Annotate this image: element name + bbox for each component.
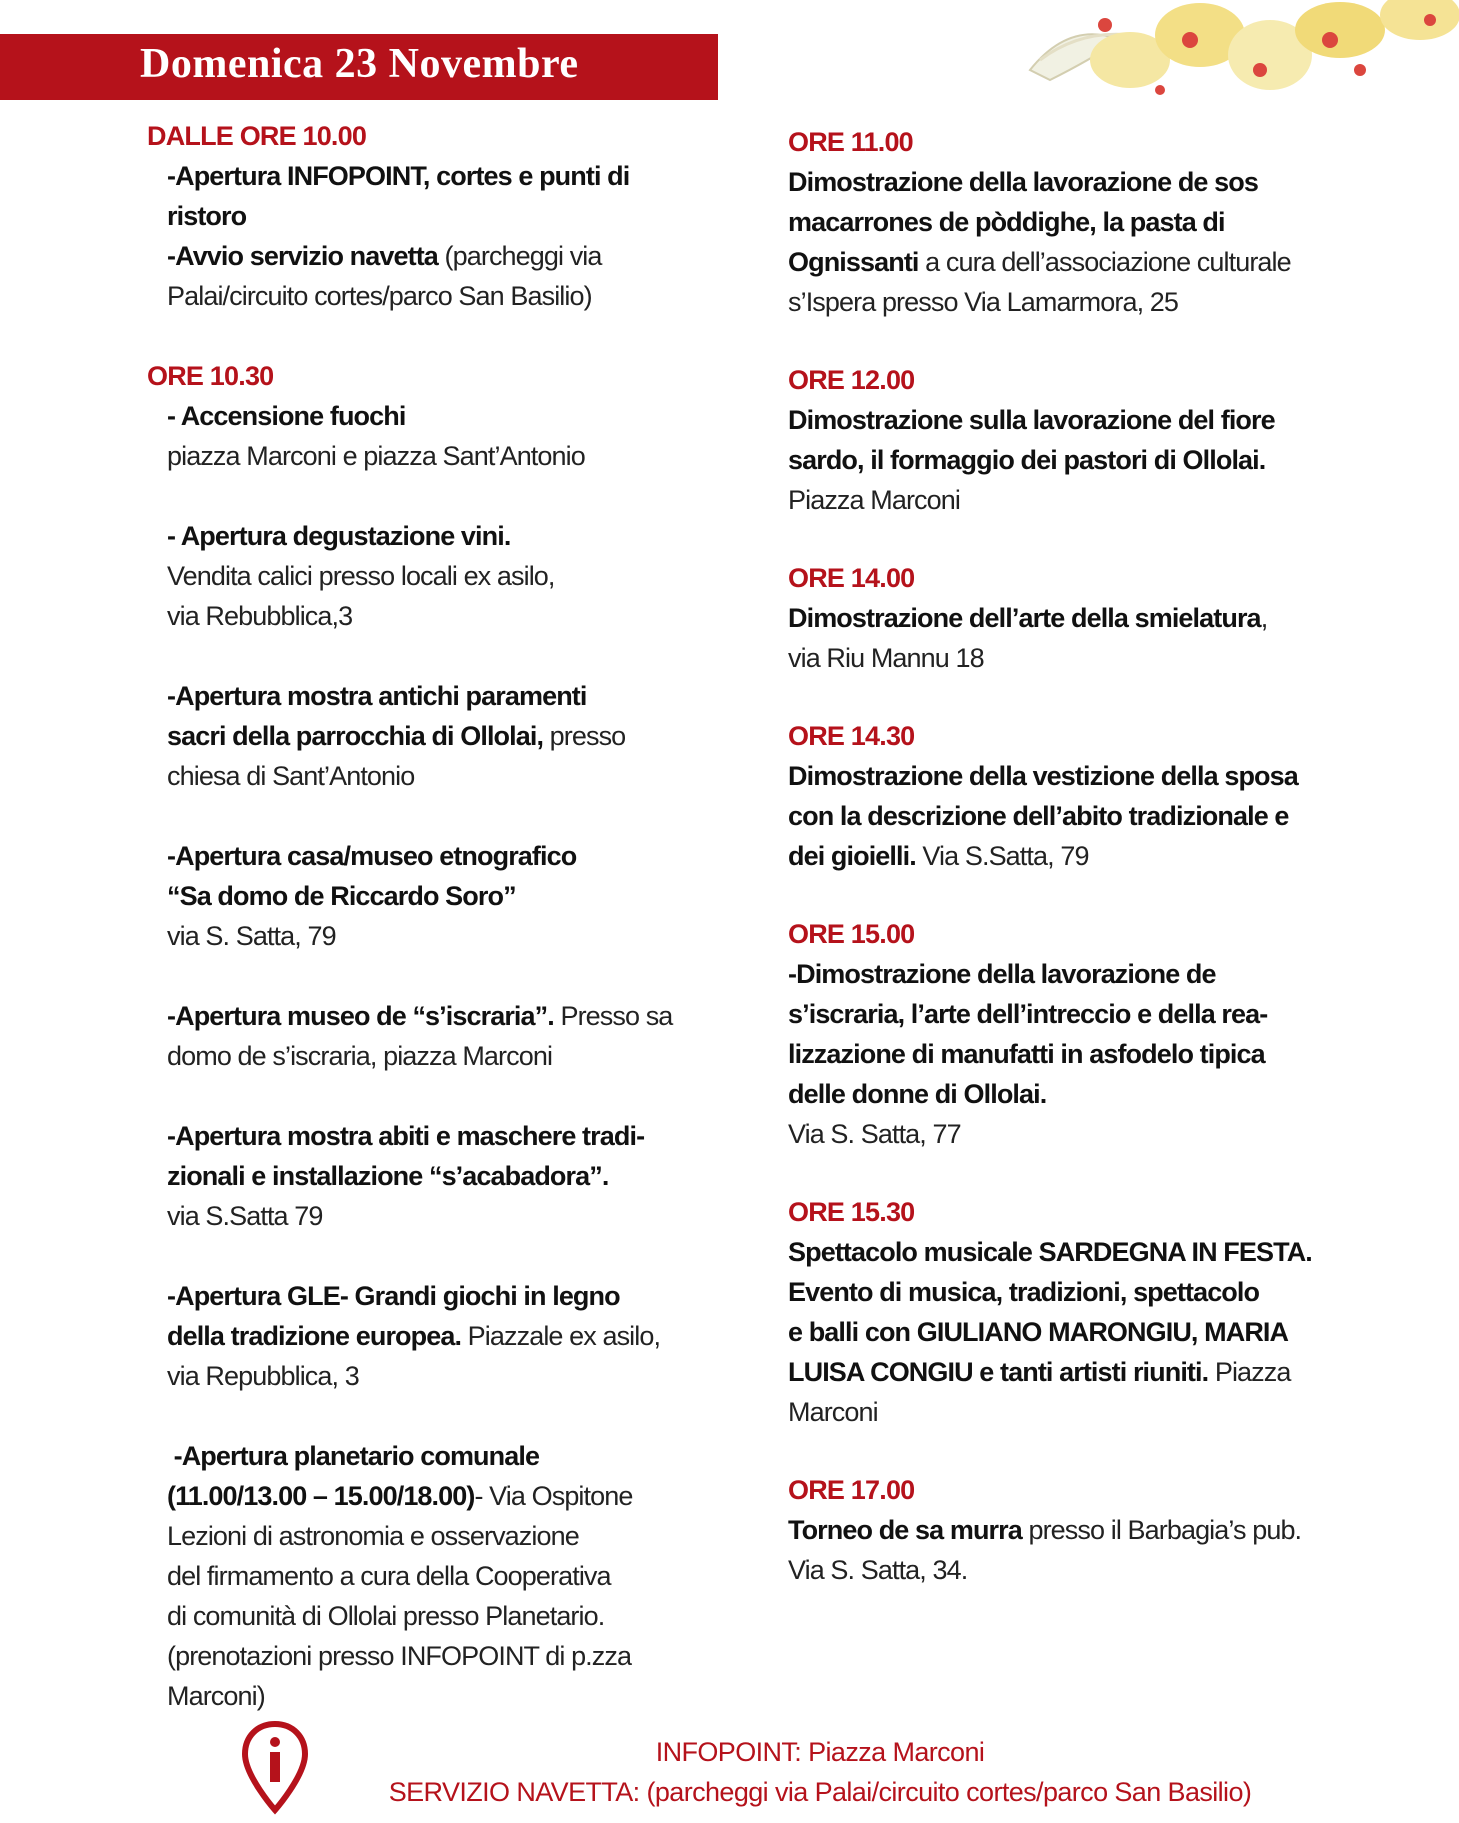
event-item [167,1116,707,1236]
text-segment: s’iscraria, l’arte dell’intreccio e della rea- [788,999,1268,1029]
text-line [167,596,707,636]
text-line [788,1114,1348,1154]
text-segment: Dimostrazione sulla lavorazione del fiore [788,405,1275,435]
text-segment: via S.Satta 79 [167,1201,323,1231]
text-segment: Palai/circuito cortes/parco San Basilio) [167,281,592,311]
event-item [167,156,707,236]
text-line [788,1312,1348,1352]
event-item [167,1276,707,1396]
text-segment: -Apertura GLE- Grandi giochi in legno [167,1281,620,1311]
text-segment: chiesa di Sant’Antonio [167,761,415,791]
text-line [167,1116,707,1156]
text-line [167,1476,707,1516]
text-segment: Presso sa [553,1001,673,1031]
schedule-event [147,356,707,1716]
text-line [788,480,1348,520]
text-line [788,836,1348,876]
text-line [167,756,707,796]
text-line [167,1196,707,1236]
event-item [167,996,707,1076]
text-segment: -Dimostrazione della lavorazione de [788,959,1216,989]
event-time: ORE 17.00 [788,1475,915,1505]
text-segment: lizzazione di manufatti in asfodelo tipica [788,1039,1265,1069]
text-line [167,156,707,196]
text-segment: -Avvio servizio navetta [167,241,438,271]
text-segment: via Rebubblica,3 [167,601,353,631]
text-segment: a cura dell’associazione culturale [918,247,1291,277]
text-segment: Via S.Satta, 79 [915,841,1089,871]
text-line [788,400,1348,440]
text-segment: sacri della parrocchia di Ollolai, [167,721,544,751]
text-line [167,396,707,436]
text-line [788,1034,1348,1074]
text-segment: (11.00/13.00 – 15.00/18.00) [167,1481,475,1511]
text-segment: Lezioni di astronomia e osservazione [167,1521,579,1551]
text-line [788,242,1348,282]
text-segment: Spettacolo musicale SARDEGNA IN FESTA. [788,1237,1312,1267]
text-segment: via Riu Mannu 18 [788,643,984,673]
text-segment: Dimostrazione della vestizione della sposa [788,761,1298,791]
left-column [147,116,707,1756]
text-line [167,236,707,276]
text-line [167,1636,707,1676]
text-segment: (prenotazioni presso INFOPOINT di p.zza [167,1641,632,1671]
text-segment: sardo, il formaggio dei pastori di Ollolai. [788,445,1266,475]
event-time: DALLE ORE 10.00 [147,121,367,151]
text-segment: - Via Ospitone [474,1481,633,1511]
text-segment: delle donne di Ollolai. [788,1079,1047,1109]
text-line [788,1392,1348,1432]
text-line [788,756,1348,796]
schedule-event [147,116,707,316]
schedule-event [788,360,1348,520]
text-line [167,676,707,716]
text-segment: presso il Barbagia’s pub. [1021,1515,1302,1545]
text-segment: Dimostrazione dell’arte della smielatura [788,603,1261,633]
pasta-illustration [1010,0,1459,130]
text-line [167,1276,707,1316]
event-time: ORE 10.30 [147,361,274,391]
text-line [167,1156,707,1196]
text-line [167,516,707,556]
text-segment: s’Ispera presso Via Lamarmora, 25 [788,287,1178,317]
text-segment: ristoro [167,201,247,231]
text-line [788,1074,1348,1114]
event-item [167,676,707,796]
text-line [788,638,1348,678]
event-item [167,516,707,636]
text-segment: Marconi) [167,1681,265,1711]
text-segment: (parcheggi via [437,241,602,271]
text-line [167,1356,707,1396]
text-segment: -Apertura casa/museo etnografico [167,841,577,871]
text-segment: del firmamento a cura della Cooperativa [167,1561,611,1591]
event-time: ORE 14.30 [788,721,915,751]
text-segment: via S. Satta, 79 [167,921,336,951]
text-segment: via Repubblica, 3 [167,1361,359,1391]
text-segment: , [1260,603,1268,633]
text-line [167,836,707,876]
text-segment: Piazza Marconi [788,485,960,515]
text-segment: -Apertura mostra antichi paramenti [167,681,587,711]
text-segment: -Apertura mostra abiti e maschere tradi- [167,1121,645,1151]
text-segment: zionali e installazione “s’acabadora”. [167,1161,609,1191]
text-line [167,1596,707,1636]
text-segment: Torneo de sa murra [788,1515,1022,1545]
text-line [788,202,1348,242]
schedule-event [788,716,1348,876]
text-line [167,876,707,916]
event-item [167,1436,707,1716]
text-segment: Marconi [788,1397,878,1427]
text-segment: della tradizione europea. [167,1321,462,1351]
schedule-event [788,558,1348,678]
schedule-event [788,1470,1348,1590]
text-line [788,1510,1348,1550]
text-line [167,436,707,476]
footer-info [300,1732,1340,1812]
text-segment: Ognissanti [788,247,919,277]
text-line [788,162,1348,202]
schedule-event [788,914,1348,1154]
text-segment: - Apertura degustazione vini. [167,521,511,551]
text-segment: - Accensione fuochi [167,401,406,431]
text-line [167,1036,707,1076]
event-item [167,396,707,476]
header-bar [0,34,718,100]
text-line [788,440,1348,480]
text-line [167,196,707,236]
right-column [788,122,1348,1628]
text-line [788,282,1348,322]
text-segment: Via S. Satta, 77 [788,1119,961,1149]
text-line [788,1232,1348,1272]
schedule-event [788,1192,1348,1432]
text-line [167,556,707,596]
text-line [788,1352,1348,1392]
text-segment: Piazzale ex asilo, [461,1321,661,1351]
event-item [167,836,707,956]
text-segment: Piazza [1208,1357,1291,1387]
event-time: ORE 15.00 [788,919,915,949]
text-segment: presso [543,721,626,751]
text-line [167,1316,707,1356]
text-segment: piazza Marconi e piazza Sant’Antonio [167,441,585,471]
text-line [167,1436,707,1476]
text-line [788,1550,1348,1590]
text-segment: e balli con GIULIANO MARONGIU, MARIA [788,1317,1289,1347]
text-line [167,1556,707,1596]
event-time: ORE 12.00 [788,365,915,395]
event-time: ORE 15.30 [788,1197,915,1227]
text-line [167,1676,707,1716]
text-segment: dei gioielli. [788,841,916,871]
text-segment: Evento di musica, tradizioni, spettacolo [788,1277,1260,1307]
text-segment: LUISA CONGIU e tanti artisti riuniti. [788,1357,1209,1387]
text-line [788,598,1348,638]
text-segment: Dimostrazione della lavorazione de sos [788,167,1258,197]
text-line [167,276,707,316]
footer-navetta: SERVIZIO NAVETTA: (parcheggi via Palai/circuito cortes/parco San Basilio) [388,1777,1252,1807]
event-time: ORE 14.00 [788,563,915,593]
text-segment: domo de s’iscraria, piazza Marconi [167,1041,553,1071]
text-segment: -Apertura INFOPOINT, cortes e punti di [167,161,630,191]
event-item [167,236,707,316]
text-line [167,1516,707,1556]
text-line [167,716,707,756]
text-segment: “Sa domo de Riccardo Soro” [167,881,516,911]
text-segment: con la descrizione dell’abito tradizionale e [788,801,1289,831]
text-segment: Vendita calici presso locali ex asilo, [167,561,555,591]
text-line [788,994,1348,1034]
text-line [167,916,707,956]
text-segment: di comunità di Ollolai presso Planetario. [167,1601,605,1631]
event-time: ORE 11.00 [788,127,913,157]
text-segment: macarrones de pòddighe, la pasta di [788,207,1225,237]
text-line [788,1272,1348,1312]
page-title: Domenica 23 Novembre [140,41,579,87]
text-segment: Via S. Satta, 34. [788,1555,968,1585]
footer-infopoint: INFOPOINT: Piazza Marconi [655,1737,985,1767]
text-segment: -Apertura planetario comunale [167,1441,540,1471]
text-line [788,954,1348,994]
schedule-event [788,122,1348,322]
text-line [167,996,707,1036]
text-line [788,796,1348,836]
text-segment: -Apertura museo de “s’iscraria”. [167,1001,554,1031]
